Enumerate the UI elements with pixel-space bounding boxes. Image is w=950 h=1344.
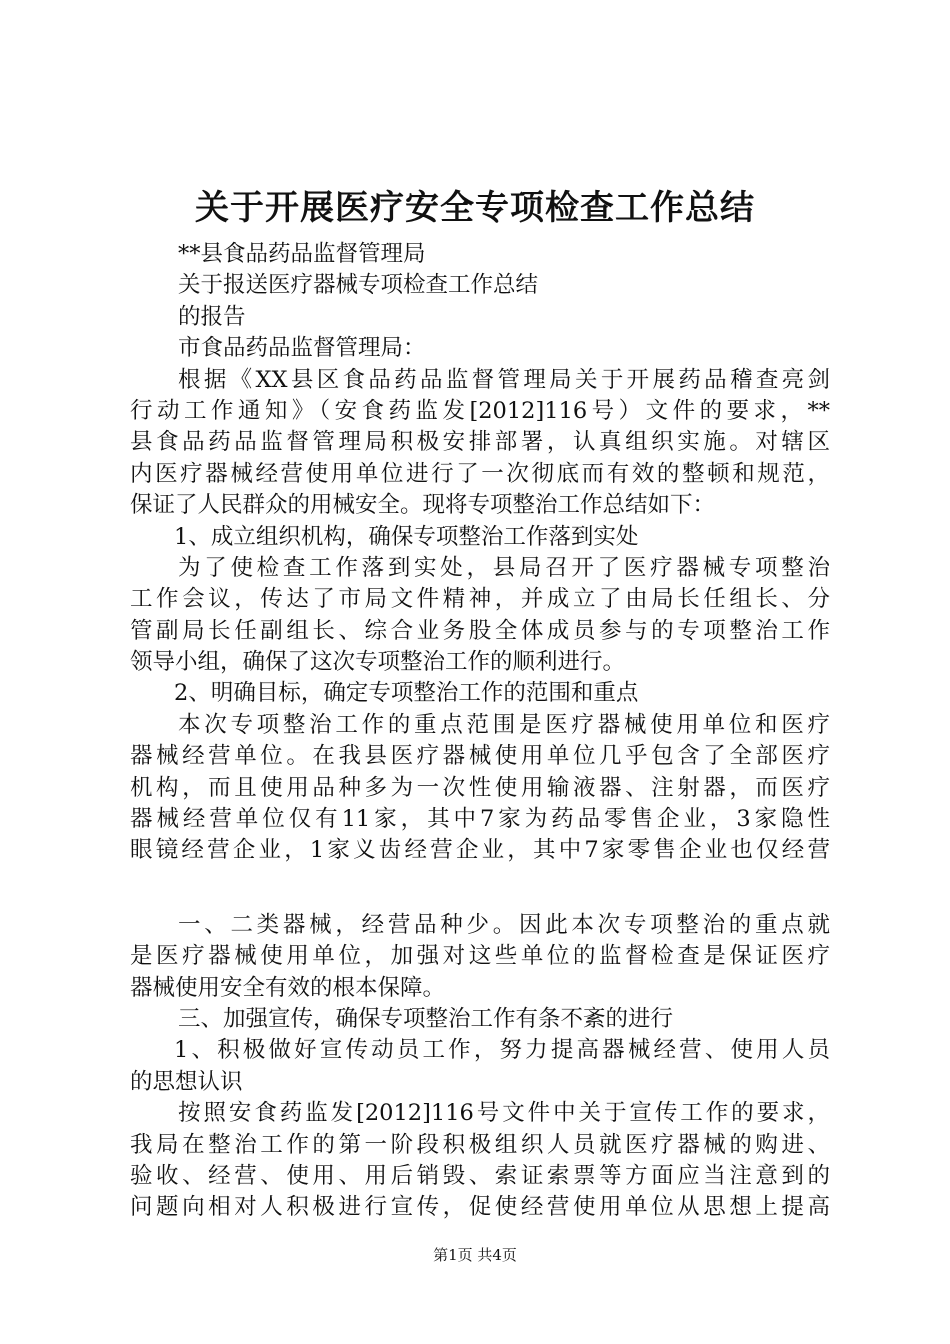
section-heading: 1、积极做好宣传动员工作，努力提高器械经营、使用人员 [174, 1037, 830, 1064]
paragraph-gap [130, 867, 830, 910]
section-heading: 2、明确目标，确定专项整治工作的范围和重点 [174, 680, 639, 707]
text-line: 县食品药品监督管理局积极安排部署，认真组织实施。对辖区 [130, 429, 830, 456]
text-line: 器械经营单位。在我县医疗器械使用单位几乎包含了全部医疗 [130, 743, 830, 770]
text-line: **县食品药品监督管理局 [178, 241, 426, 267]
text-line: 工作会议，传达了市局文件精神，并成立了由局长任组长、分 [130, 586, 830, 613]
text-line: 的思想认识 [130, 1068, 243, 1095]
text-line: 关于报送医疗器械专项检查工作总结 [178, 272, 539, 299]
document-body [130, 239, 830, 1224]
text-line: 市食品药品监督管理局： [178, 335, 426, 362]
document-title: 关于开展医疗安全专项检查工作总结 [195, 188, 755, 228]
text-line: 的报告 [178, 303, 246, 330]
text-line: 是医疗器械使用单位，加强对这些单位的监督检查是保证医疗 [130, 943, 830, 970]
text-line: 器械使用安全有效的根本保障。 [130, 974, 446, 1001]
text-line: 根据《XX县区食品药品监督管理局关于开展药品稽查亮剑 [178, 366, 830, 393]
text-line: 管副局长任副组长、综合业务股全体成员参与的专项整治工作 [130, 617, 830, 644]
text-line: 机构，而且使用品种多为一次性使用输液器、注射器，而医疗 [130, 774, 830, 801]
text-line: 眼镜经营企业，1家义齿经营企业，其中7家零售企业也仅经营 [130, 837, 830, 864]
text-line: 一、二类器械，经营品种少。因此本次专项整治的重点就 [178, 911, 830, 938]
text-line: 按照安食药监发[2012]116号文件中关于宣传工作的要求， [178, 1100, 830, 1127]
text-line: 本次专项整治工作的重点范围是医疗器械使用单位和医疗 [178, 711, 830, 738]
section-heading: 1、成立组织机构，确保专项整治工作落到实处 [174, 523, 639, 550]
text-line: 验收、经营、使用、用后销毁、索证索票等方面应当注意到的 [130, 1162, 830, 1189]
text-line: 保证了人民群众的用械安全。现将专项整治工作总结如下： [130, 492, 716, 519]
text-line: 内医疗器械经营使用单位进行了一次彻底而有效的整顿和规范， [130, 460, 830, 487]
text-line: 问题向相对人积极进行宣传，促使经营使用单位从思想上提高 [130, 1194, 830, 1221]
text-line: 行动工作通知》（安食药监发[2012]116号）文件的要求，** [130, 397, 830, 424]
text-line: 器械经营单位仅有11家，其中7家为药品零售企业，3家隐性 [130, 806, 830, 833]
text-line: 领导小组，确保了这次专项整治工作的顺利进行。 [130, 649, 626, 676]
section-heading: 三、加强宣传，确保专项整治工作有条不紊的进行 [178, 1005, 674, 1032]
text-line: 为了使检查工作落到实处，县局召开了医疗器械专项整治 [178, 554, 830, 581]
text-line: 我局在整治工作的第一阶段积极组织人员就医疗器械的购进、 [130, 1131, 830, 1158]
page-footer: 第1页 共4页 [433, 1246, 517, 1264]
